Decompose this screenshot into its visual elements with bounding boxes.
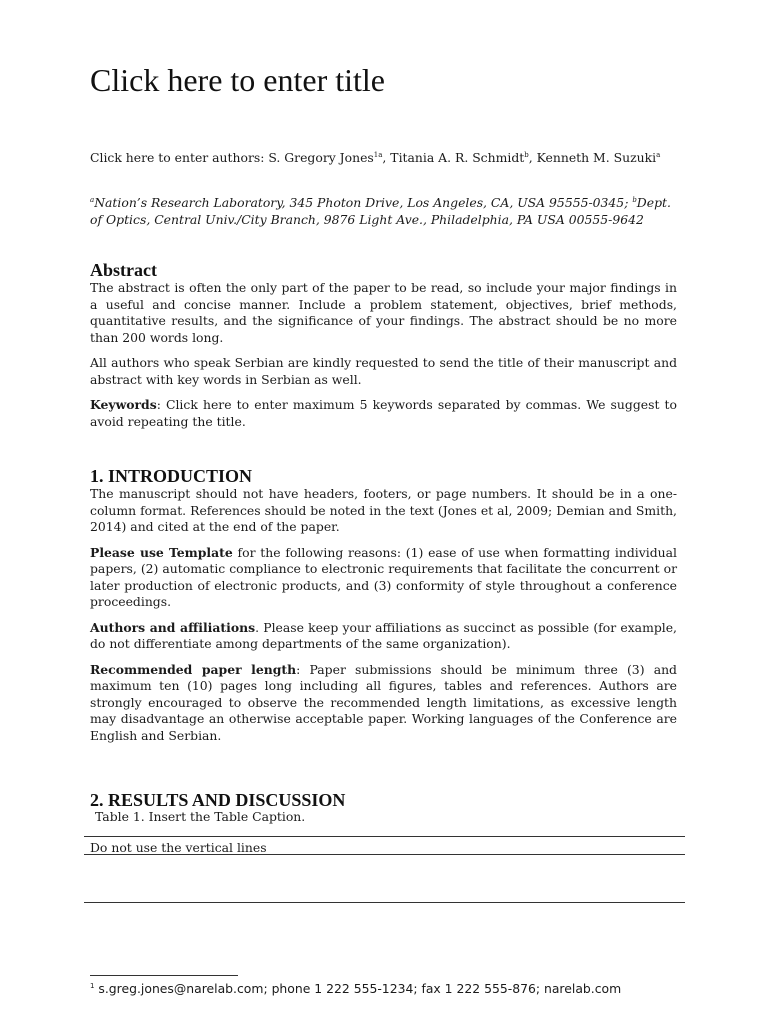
results-table[interactable] [84, 836, 685, 903]
keywords-text: : Click here to enter maximum 5 keywords separated by commas. We suggest to avoid repeating the title. [90, 397, 677, 429]
affil-b-text: Dept. of Optics, Central Univ./City Branch, 9876 Light Ave., Philadelphia, PA USA 00555-9642 [90, 195, 671, 227]
intro-p2-label: Please use Template [90, 544, 233, 560]
intro-p3-text: . Please keep your affiliations as succinct as possible (for example, do not differentiate among departments of the same organization). [90, 619, 677, 651]
intro-paragraph-3 [90, 620, 677, 653]
authors-line [90, 149, 690, 167]
table-empty-row[interactable] [84, 855, 685, 902]
author1-affil-sup: 1a [373, 150, 383, 159]
author2: , Titania A. R. Schmidt [382, 150, 525, 165]
intro-p2-text: for the following reasons: (1) ease of use when formatting individual papers, (2) automatic compliance to electronic requirements that facilitate the concurrent or later production of electronic products, and (3) conformity of style throughout a conference proceedings. [90, 544, 677, 609]
abstract-section [90, 260, 677, 439]
affil-a-sup: a [90, 195, 95, 204]
introduction-heading: 1. INTRODUCTION [90, 466, 253, 486]
affil-a-text: Nation’s Research Laboratory, 345 Photon Drive, Los Angeles, CA, USA 95555-0345; [94, 195, 633, 210]
author3: , Kenneth M. Suzuki [528, 150, 657, 165]
abstract-heading: Abstract [90, 260, 157, 280]
footnote-separator [90, 975, 238, 976]
table-caption[interactable]: Table 1. Insert the Table Caption. [95, 809, 306, 824]
intro-p3-label: Authors and affiliations [90, 619, 256, 635]
keywords-label: Keywords [90, 397, 157, 412]
paper-title[interactable]: Click here to enter title [90, 62, 385, 98]
affil-b-sup: b [632, 195, 637, 204]
intro-p4-text: : Paper submissions should be minimum three (3) and maximum ten (10) pages long including all figures, tables and references. Authors are strongly encouraged to observe the recommended length limitations, as excessive length may disadvantage an otherwise acceptable paper. Working languages of the Conference are English and Serbian. [90, 661, 677, 743]
footnote-sup: 1 [90, 981, 95, 990]
author3-affil-sup: a [656, 150, 661, 159]
intro-paragraph-2 [90, 545, 677, 611]
abstract-paragraph-2: All authors who speak Serbian are kindly requested to send the title of their manuscript and abstract with key words in Serbian as well. [90, 355, 677, 387]
keywords-paragraph[interactable] [90, 397, 677, 430]
results-section [90, 790, 677, 810]
table-bottom-rule [84, 902, 685, 903]
table-row-1[interactable]: Do not use the vertical lines [90, 840, 267, 855]
abstract-paragraph-1[interactable]: The abstract is often the only part of the paper to be read, so include your major findings in a useful and concise manner. Include a problem statement, objectives, brief methods, quantitative results, and the significance of your findings. The abstract should be no more than 200 words long. [90, 280, 677, 345]
intro-paragraph-4 [90, 662, 677, 745]
results-heading: 2. RESULTS AND DISCUSSION [90, 790, 346, 810]
authors-prefix[interactable]: Click here to enter authors: S. Gregory Jones [90, 150, 374, 165]
introduction-section [90, 466, 677, 753]
footnote-text: s.greg.jones@narelab.com; phone 1 222 555-1234; fax 1 222 555-876; narelab.com [94, 981, 622, 996]
author2-affil-sup: b [524, 150, 529, 159]
intro-p4-label: Recommended paper length [90, 661, 297, 677]
intro-paragraph-1: The manuscript should not have headers, footers, or page numbers. It should be in a one-column format. References should be noted in the text (Jones et al, 2009; Demian and Smith, 2014) and cited at the end of the paper. [90, 486, 677, 534]
affiliations [90, 194, 680, 228]
footnote [90, 981, 621, 996]
